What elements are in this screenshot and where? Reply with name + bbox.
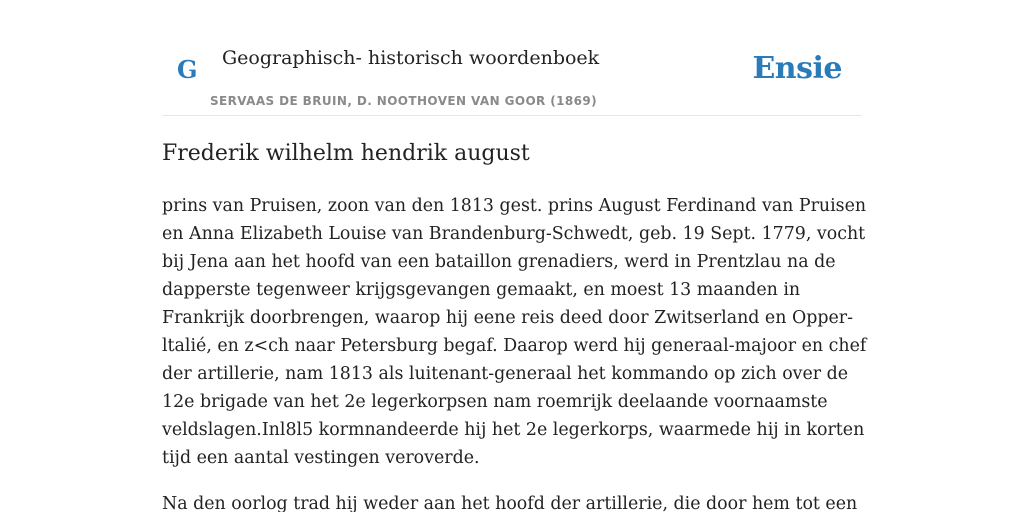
entry-body bbox=[162, 192, 874, 512]
ensie-logo-link[interactable]: Ensie bbox=[752, 51, 842, 86]
page-header bbox=[162, 0, 862, 116]
content-container bbox=[162, 0, 867, 512]
book-title[interactable]: Geographisch- historisch woordenboek bbox=[222, 47, 600, 69]
book-logo-icon[interactable]: G bbox=[177, 55, 198, 84]
entry-paragraph: prins van Pruisen, zoon van den 1813 gest. prins August Ferdinand van Pruisen en Anna Elizabeth Louise van Brandenburg-Schwedt, geb. 19 Sept. 1779, vocht bij Jena aan het hoofd van een bataillon grenadiers, werd in Prentzlau na de dapperste tegenweer krijgsgevangen gemaakt, en moest 13 maanden in Frankrijk doorbrengen, waarop hij eene reis deed door Zwitserland en Opper-ltalié, en z<ch naar Petersburg begaf. Daarop werd hij generaal-majoor en chef der artillerie, nam 1813 als luitenant-generaal het kommando op zich over de 12e brigade van het 2e legerkorpsen nam roemrijk deelaande voornaamste veldslagen.Inl8l5 kormnandeerde hij het 2e legerkorps, waarmede hij in korten tijd een aantal vestingen veroverde. bbox=[162, 196, 867, 468]
entry-title: Frederik wilhelm hendrik august bbox=[162, 141, 530, 166]
entry-paragraph: Na den oorlog trad hij weder aan het hoofd der artillerie, die door hem tot een bbox=[162, 494, 858, 512]
book-authors: SERVAAS DE BRUIN, D. NOOTHOVEN VAN GOOR (1869) bbox=[210, 94, 598, 108]
